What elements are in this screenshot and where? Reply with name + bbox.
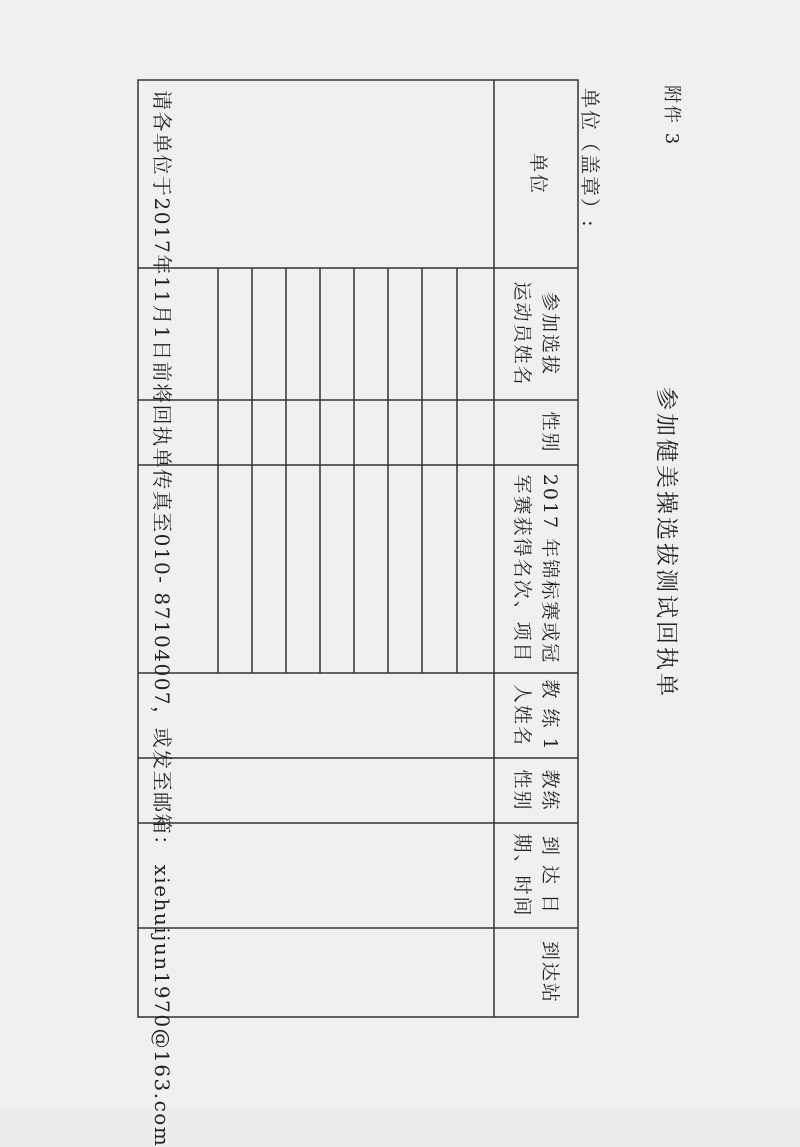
header-unit: 单位 [527, 152, 549, 195]
attachment-label: 附件 3 [661, 85, 682, 147]
header-coach-gender-line1: 教练 [539, 769, 561, 812]
header-rank [508, 465, 564, 673]
form-title: 参加健美操选拔测试回执单 [653, 387, 679, 699]
header-athlete-name-line2: 运动员姓名 [511, 281, 533, 387]
header-arrival-time-line1: 到 达 日 [539, 835, 561, 916]
header-coach-name-line1: 教 练 1 [539, 679, 561, 752]
unit-stamp-label: 单位（盖章）: [578, 88, 602, 229]
athlete-row-lines [218, 268, 457, 673]
header-rank-line2: 军赛获得名次、项目 [511, 474, 533, 664]
header-gender: 性别 [539, 411, 561, 454]
header-coach-gender-line2: 性别 [511, 769, 533, 812]
header-coach-name-line2: 人姓名 [511, 683, 533, 747]
header-athlete-name [508, 268, 564, 400]
header-coach-gender [508, 758, 564, 823]
header-athlete-name-line1: 参加选拔 [539, 291, 561, 376]
footer-note: 请各单位于2017年11月1日前将回执单传真至010- 87104007，或发至邮箱： xiehuijun1970@163.com [150, 90, 174, 1147]
header-coach-name [508, 673, 564, 758]
header-arrival-time-line2: 期、时间 [511, 833, 533, 918]
header-arrival-time [508, 823, 564, 928]
header-rank-line1: 2017 年锦标赛或冠 [539, 473, 561, 665]
header-arrival-station: 到达站 [539, 940, 561, 1004]
